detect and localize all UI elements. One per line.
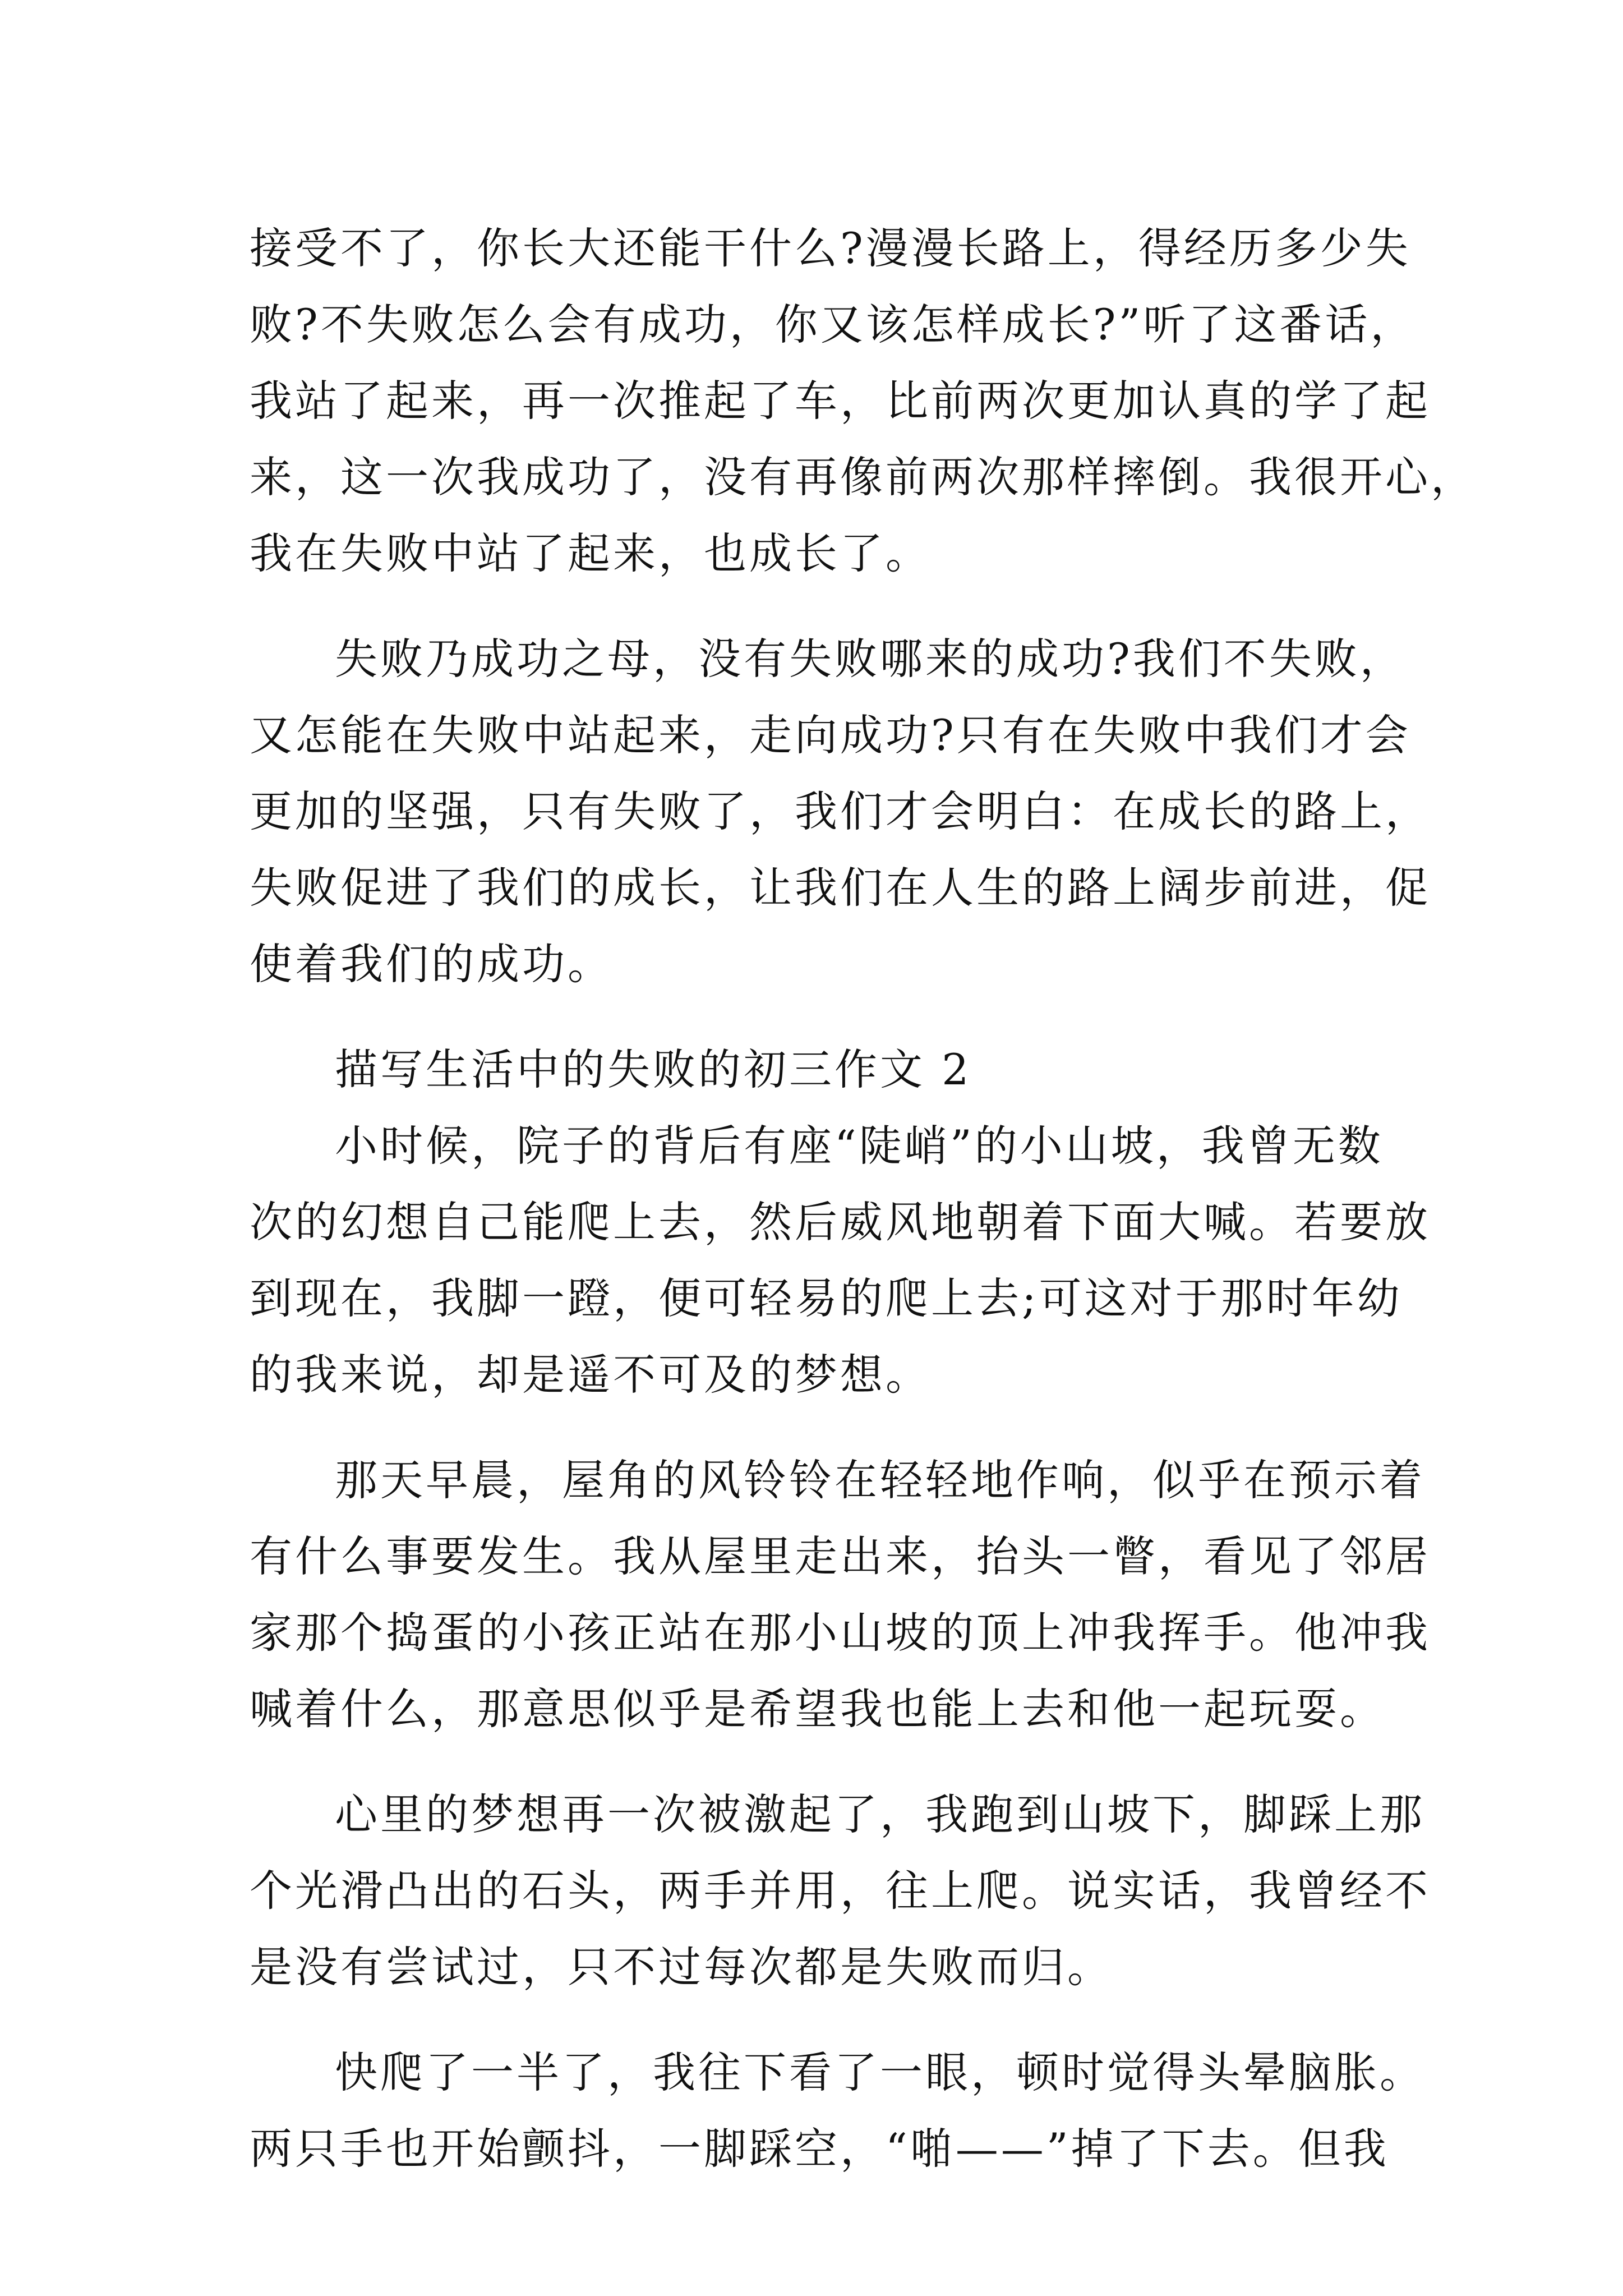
text-line: 那天早晨，屋角的风铃铃在轻轻地作响，似乎在预示着 — [335, 1455, 1425, 1505]
text-line: 家那个捣蛋的小孩正站在那小山坡的顶上冲我挥手。他冲我 — [250, 1608, 1431, 1658]
text-line: 的我来说，却是遥不可及的梦想。 — [250, 1350, 931, 1400]
paragraph — [250, 1108, 1431, 1413]
text-line: 失败促进了我们的成长，让我们在人生的路上阔步前进，促 — [250, 863, 1431, 913]
paragraph — [250, 2035, 1425, 2187]
paragraph — [250, 1777, 1431, 2005]
paragraph-gap — [250, 1747, 1422, 1777]
text-line: 到现在，我脚一蹬，便可轻易的爬上去;可这对于那时年幼 — [250, 1273, 1403, 1323]
text-line: 快爬了一半了，我往下看了一眼，顿时觉得头晕脑胀。 — [335, 2047, 1425, 2097]
text-line: 有什么事要发生。我从屋里走出来，抬头一瞥，看见了邻居 — [250, 1531, 1431, 1581]
text-line: 喊着什么，那意思似乎是希望我也能上去和他一起玩耍。 — [250, 1684, 1385, 1734]
section-heading — [250, 1032, 1422, 1108]
text-line: 我在失败中站了起来，也成长了。 — [250, 528, 931, 578]
heading-line: 描写生活中的失败的初三作文 2 — [335, 1045, 972, 1094]
paragraph-gap — [250, 592, 1422, 621]
text-line: 使着我们的成功。 — [250, 939, 613, 989]
text-line: 个光滑凸出的石头，两手并用，往上爬。说实话，我曾经不 — [250, 1866, 1431, 1916]
text-line: 失败乃成功之母，没有失败哪来的成功?我们不失败， — [335, 634, 1405, 684]
text-line: 是没有尝试过，只不过每次都是失败而归。 — [250, 1942, 1113, 1992]
paragraph — [250, 621, 1431, 1002]
paragraph-gap — [250, 2005, 1422, 2035]
text-line: 更加的坚强，只有失败了，我们才会明白：在成长的路上， — [250, 786, 1431, 836]
paragraph-gap — [250, 1413, 1422, 1442]
paragraph-gap — [250, 1002, 1422, 1032]
text-line: 我站了起来，再一次推起了车，比前两次更加认真的学了起 — [250, 376, 1431, 426]
text-line: 小时候，院子的背后有座“陡峭”的小山坡，我曾无数 — [335, 1121, 1384, 1171]
text-line: 两只手也开始颤抖，一脚踩空，“啪——”掉了下去。但我 — [250, 2124, 1389, 2174]
paragraph — [250, 1442, 1431, 1747]
text-line: 次的幻想自己能爬上去，然后威风地朝着下面大喊。若要放 — [250, 1197, 1431, 1247]
text-line: 心里的梦想再一次被激起了，我跑到山坡下，脚踩上那 — [335, 1789, 1425, 1839]
paragraph — [250, 210, 1476, 592]
text-line: 来，这一次我成功了，没有再像前两次那样摔倒。我很开心， — [250, 452, 1476, 502]
text-body — [250, 210, 1476, 2187]
text-line: 接受不了，你长大还能干什么?漫漫长路上，得经历多少失 — [250, 223, 1411, 273]
text-line: 又怎能在失败中站起来，走向成功?只有在失败中我们才会 — [250, 710, 1411, 760]
text-line: 败?不失败怎么会有成功，你又该怎样成长?”听了这番话， — [250, 300, 1416, 349]
